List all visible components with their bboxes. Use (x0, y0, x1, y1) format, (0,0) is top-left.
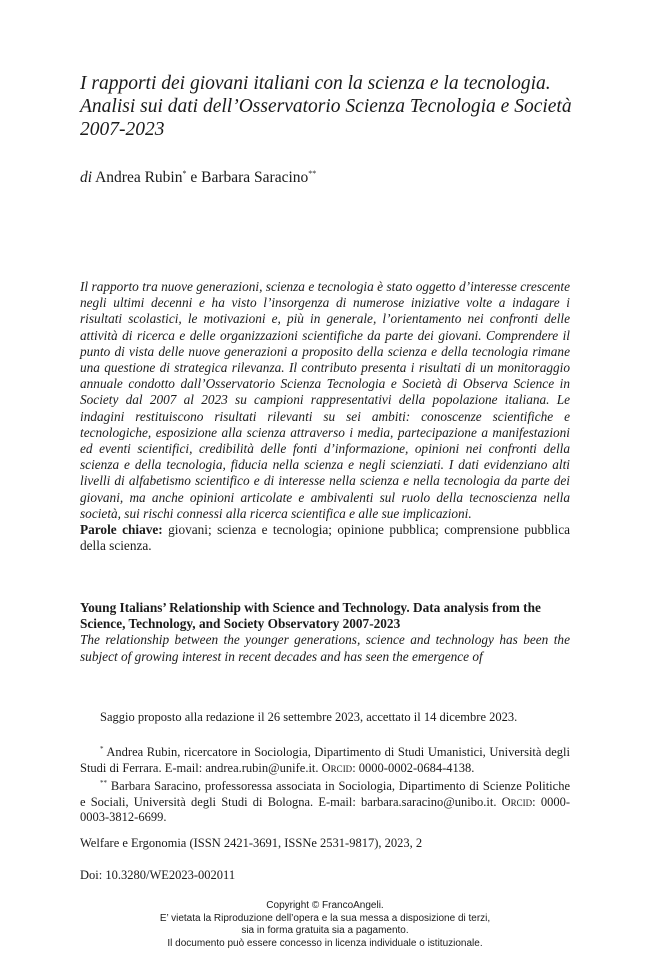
footnote-1-orcid-label: Orcid (321, 760, 353, 775)
copyright-line-4: Il documento può essere concesso in licenza individuale o istituzionale. (167, 937, 483, 949)
keywords-label: Parole chiave: (80, 522, 163, 538)
author-name-1: Andrea Rubin (95, 169, 183, 186)
journal-info: Welfare e Ergonomia (ISSN 2421-3691, ISSNe 2531-9817), 2023, 2 (80, 836, 423, 850)
footnote-1 (80, 742, 570, 776)
keywords-text: giovani; scienza e tecnologia; opinione pubblica; comprensione pubblica della scienza. (80, 522, 570, 554)
abstract-italian-text: Il rapporto tra nuove generazioni, scienza e tecnologia è stato oggetto d’interesse crescente negli ultimi decenni e ha visto l’insorgenza di numerose iniziative volte a indagare i risultati scolastici, le motivazioni e, più in generale, l’orientamento nei confronti delle attività di ricerca e delle organizzazioni scientifiche da parte dei giovani. Comprendere il punto di vista delle nuove generazioni a proposito della scienza e della tecnologia rimane una questione di strategica rilevanza. Il contributo presenta i risultati di un monitoraggio annuale condotto dall’Osservatorio Scienza Tecnologia e Società di Observa Science in Society dal 2007 al 2023 su campioni rappresentativi della popolazione italiana. Le indagini restituiscono risultati rilevanti su sei ambiti: conoscenze scientifiche e tecnologiche, esposizione alla scienza attraverso i media, partecipazione a manifestazioni ed eventi scientifici, credibilità delle fonti d’informazione, opinioni nei confronti della scienza e della tecnologia, fiducia nella scienza e negli scienziati. I dati evidenziano alti livelli di alfabetismo scientifico e di interesse nella scienza e nella tecnologia da parte dei giovani, ma anche opinioni articolate e ambivalenti sul ruolo della tecnoscienza nella società, sui rischi connessi alla ricerca scientifica e alle sue implicazioni. (80, 279, 570, 521)
keywords (80, 522, 570, 554)
footnote-2-mark: ** (100, 779, 107, 787)
abstract-english (80, 600, 570, 665)
footnote-1-text: Andrea Rubin, ricercatore in Sociologia, Dipartimento di Studi Umanistici, Università degli Studi di Ferrara. E-mail: andrea.rubin@unife.it. (80, 745, 570, 775)
footnote-2 (80, 776, 570, 826)
footnote-2-orcid-label: Orcid (501, 794, 533, 809)
author-footnotes (80, 742, 570, 826)
footnote-1-orcid: : 0000-0002-0684-4138. (352, 760, 475, 775)
copyright-notice (0, 900, 650, 950)
submission-dates: Saggio proposto alla redazione il 26 settembre 2023, accettato il 14 dicembre 2023. (100, 710, 518, 724)
author-mark-1: * (182, 169, 187, 178)
english-title: Young Italians’ Relationship with Science and Technology. Data analysis from the Science, Technology, and Society Observatory 2007-2023 (80, 600, 541, 632)
author-name-2: Barbara Saracino (201, 169, 309, 186)
author-line (80, 165, 560, 187)
author-prefix: di (80, 169, 93, 186)
copyright-line-1: Copyright © FrancoAngeli. (266, 900, 384, 911)
footnote-2-text: Barbara Saracino, professoressa associata in Sociologia, Dipartimento di Scienze Politiche e Sociali, Università degli Studi di Bologna. E-mail: barbara.saracino@unibo.it. (80, 779, 570, 809)
footnote-2-orcid: : 0000-0003-3812-6699. (80, 794, 570, 824)
footnote-1-mark: * (100, 745, 104, 753)
copyright-line-2: E’ vietata la Riproduzione dell’opera e la sua messa a disposizione di terzi, (159, 912, 491, 924)
abstract-italian (80, 279, 570, 554)
doi: Doi: 10.3280/WE2023-002011 (80, 868, 236, 882)
copyright-line-3: sia in forma gratuita sia a pagamento. (241, 925, 409, 936)
author-conjunction: e (190, 169, 198, 186)
author-mark-2: ** (308, 169, 317, 178)
article-title: I rapporti dei giovani italiani con la scienza e la tecnologia. Analisi sui dati dell’Osservatorio Scienza Tecnologia e Società 2007-2023 (80, 73, 572, 140)
english-abstract-text: The relationship between the younger generations, science and technology has been the subject of growing interest in recent decades and has seen the emergence of (80, 632, 570, 664)
